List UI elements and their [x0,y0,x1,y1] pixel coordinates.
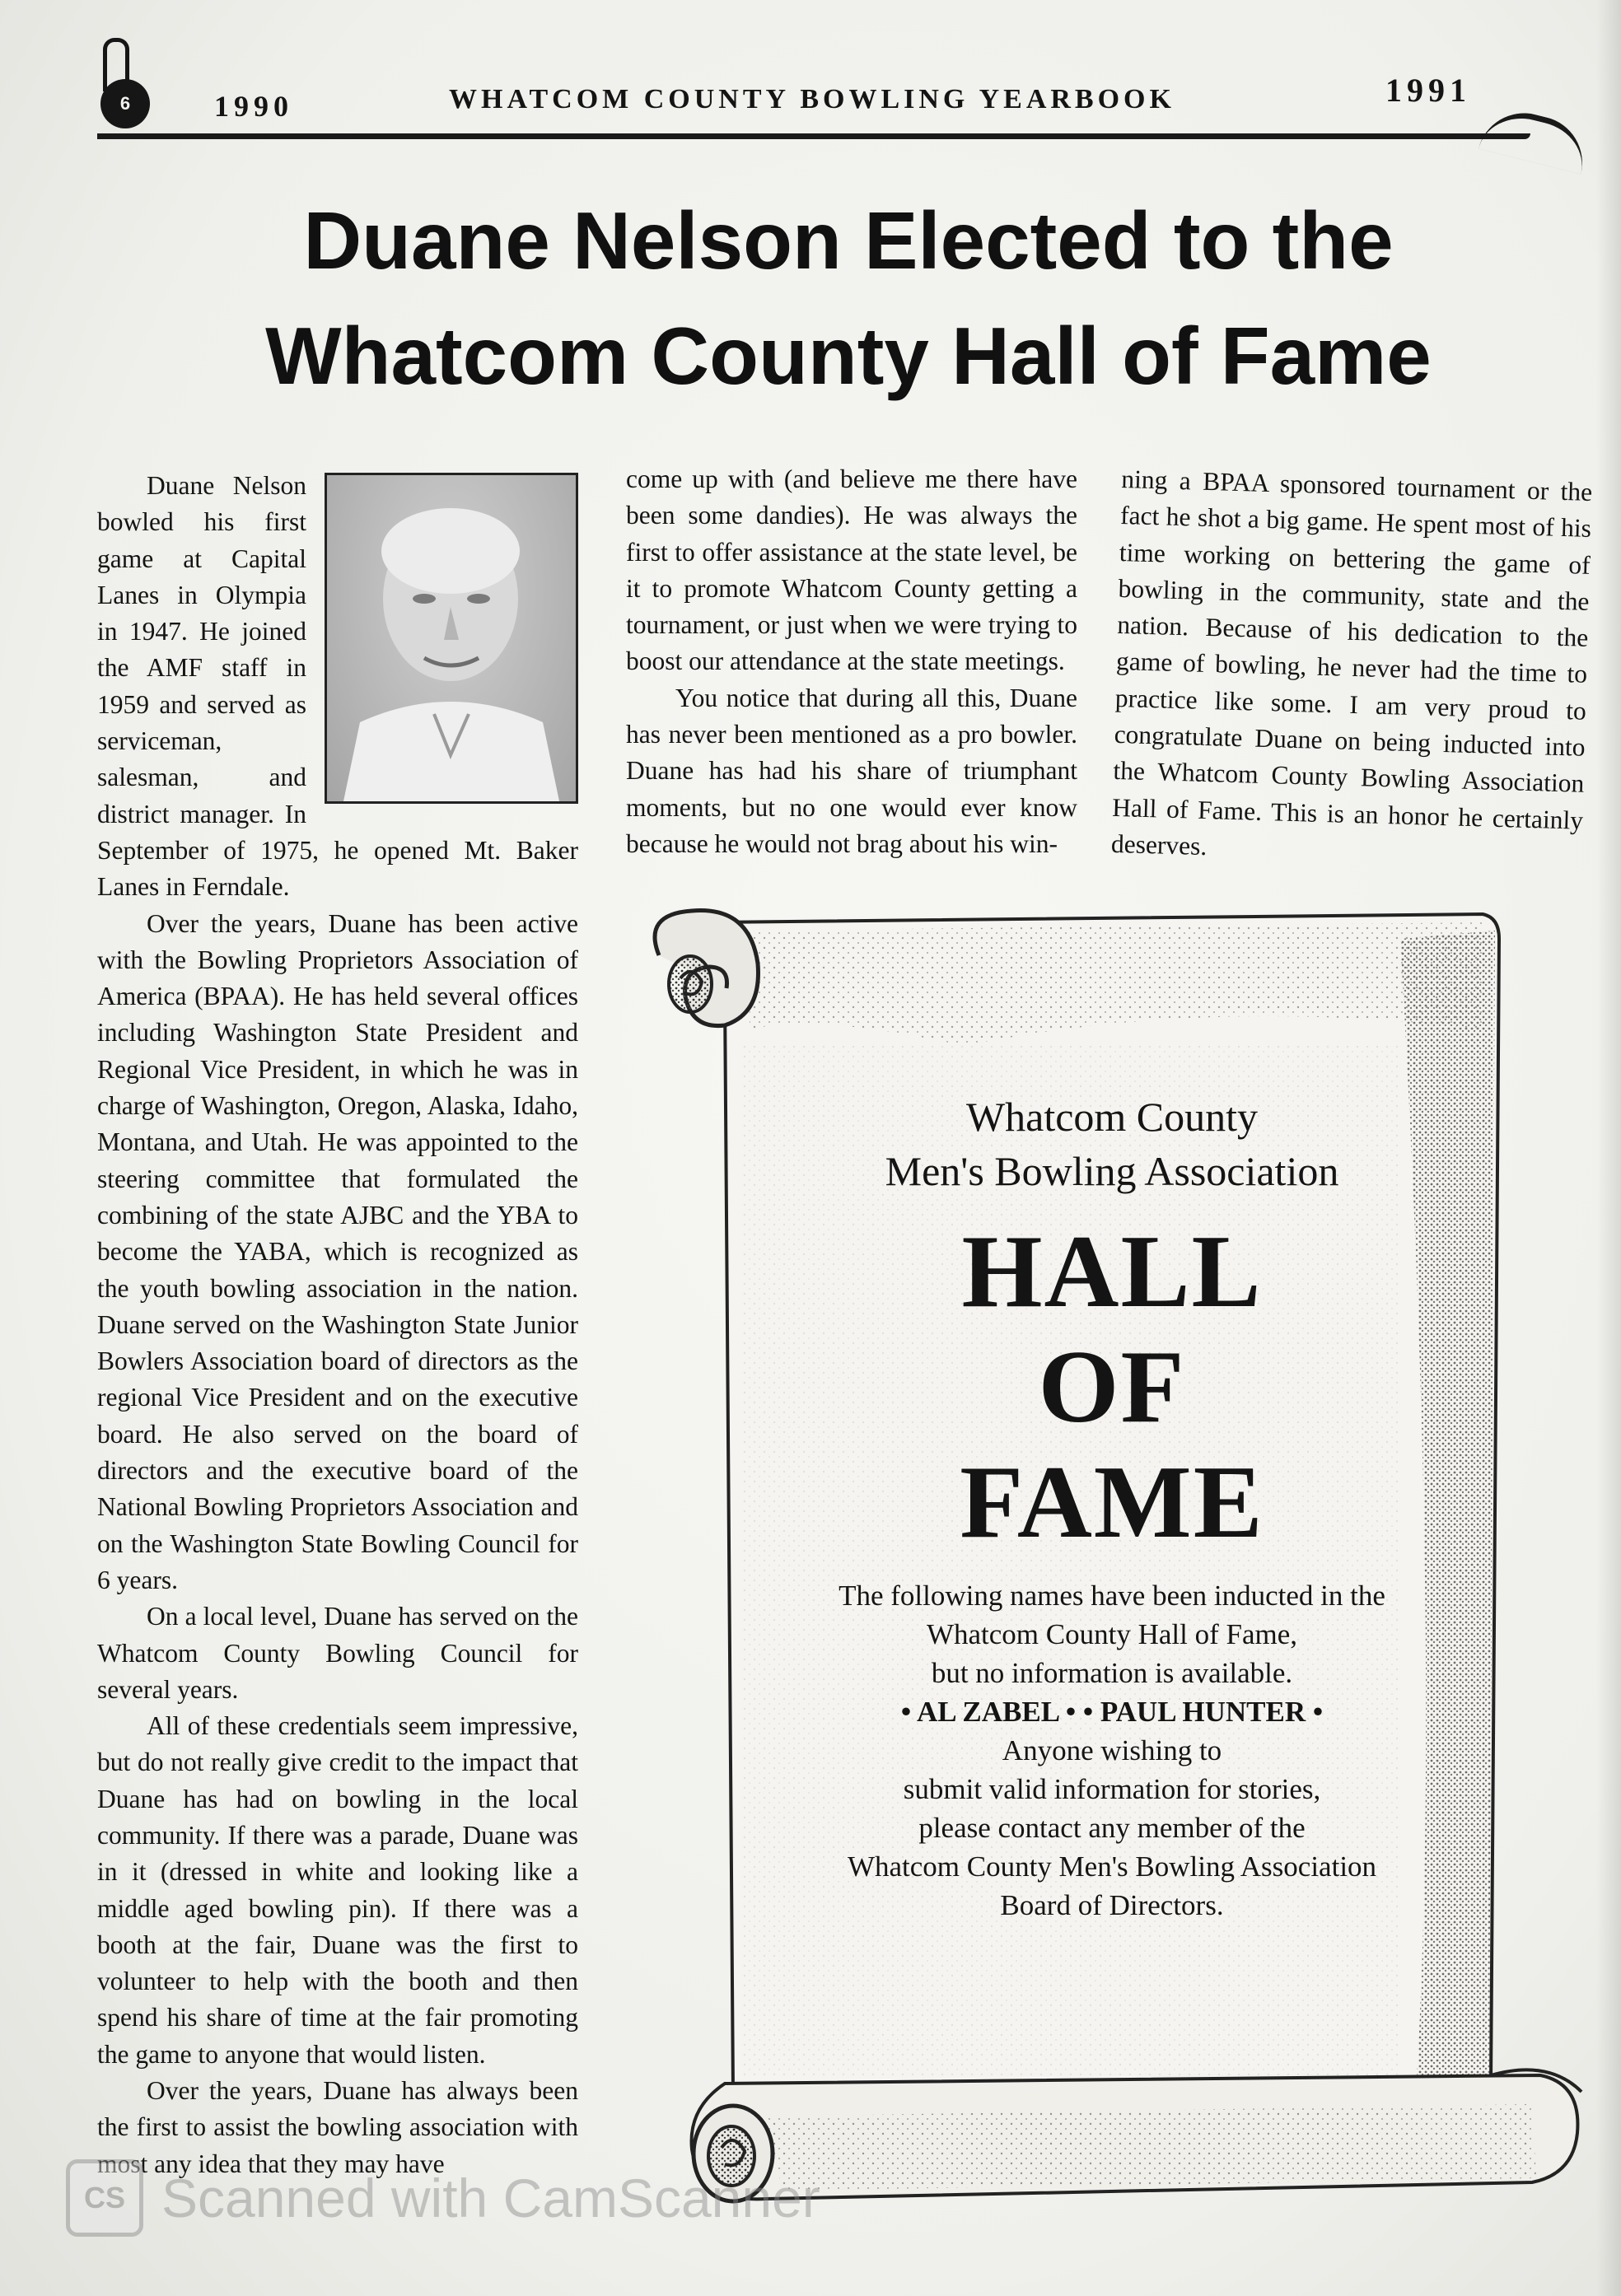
scroll-inducted-line-3: but no information is available. [931,1657,1293,1689]
scroll-fame-word: FAME [960,1445,1264,1560]
scroll-org-line-2: Men's Bowling Association [885,1148,1339,1194]
article-paragraph-1: Duane Nelson bowled his first game at Capital Lanes in Olympia in 1947. He joined the AMF staff in 1959 and served as serviceman, salesman, and district manager. In September of 1975, he opened Mt. Baker Lanes in Ferndale. [97,471,578,902]
article-paragraph-6: come up with (and believe me there have been some dandies). He was always the first to offer assistance at the state level, be it to promote Whatcom County getting a tournament, or just when we were trying to boost our attendance at the state meetings. [626,464,1077,676]
scroll-of-word: OF [1038,1330,1186,1444]
scroll-contact-line-4: Whatcom County Men's Bowling Association [847,1850,1377,1883]
scroll-org-line-1: Whatcom County [965,1094,1259,1140]
scroll-contact-line-5: Board of Directors. [1000,1889,1224,1921]
article-column-1 [97,468,578,2182]
article-paragraph-4: All of these credentials seem impressive, but do not really give credit to the impact that Duane has had on bowling in the local community. If there was a parade, Duane was in it (dressed in white and looking like a middle aged bowling pin). If there was a booth at the fair, Duane was the first to volunteer to help with the booth and then spend his share of time at the fair promoting the game to anyone that would listen. [97,1711,578,2069]
article-paragraph-7: You notice that during all this, Duane has never been mentioned as a pro bowler. Duane has had his share of triumphant moments, but no one would ever know because he would not brag about his win- [626,683,1077,858]
article-paragraph-8: ning a BPAA sponsored tournament or the fact he shot a big game. He spent most of his time working on bettering the game of bowling in the community, state and the nation. Because of his dedication to the game of bowling, he never had the time to practice like some. I am very proud to congratulate Duane on being inducted into the Whatcom County Bowling Association Hall of Fame. This is an honor he certainly deserves. [1110,464,1593,861]
article-paragraph-3: On a local level, Duane has served on the Whatcom County Bowling Council for several years. [97,1602,578,1704]
article-paragraph-5: Over the years, Duane has always been the first to assist the bowling association with most any idea that they may have [97,2076,578,2178]
hall-of-fame-scroll [634,906,1590,2207]
headline-line-2: Whatcom County Hall of Fame [265,310,1432,401]
camscanner-text: Scanned with CamScanner [161,2168,820,2228]
header-rule [97,133,1530,139]
scroll-inductee-names: • AL ZABEL • • PAUL HUNTER • [900,1696,1324,1728]
page-edge-shadow [1596,0,1621,2296]
headline-line-1: Duane Nelson Elected to the [303,195,1394,286]
camscanner-watermark [66,2159,820,2237]
scroll-contact-line-3: please contact any member of the [918,1812,1306,1844]
photo-frame [325,473,578,802]
camscanner-logo-icon: CS [66,2159,143,2237]
scroll-inducted-line-2: Whatcom County Hall of Fame, [926,1618,1298,1650]
scroll-contact-line-1: Anyone wishing to [1002,1734,1222,1766]
scroll-contact-line-2: submit valid information for stories, [903,1773,1321,1805]
article-paragraph-2: Over the years, Duane has been active with the Bowling Proprietors Association of America (BPAA). He has held several offices including Washington State President and Regional Vice President, in which he was in charge of Washington, Oregon, Alaska, Idaho, Montana, and Utah. He was appointed to the steering committee that formulated the combining of the state AJBC and the YBA to become the YABA, which is recognized as the youth bowling association in the nation. Duane served on the Washington State Junior Bowlers Association board of directors as the regional Vice President and on the executive board. He also served on the board of directors and the executive board of the National Bowling Proprietors Association and on the Washington State Bowling Council for 6 years. [97,908,578,1594]
headline [115,183,1581,413]
scroll-inducted-line-1: The following names have been inducted in the [839,1580,1385,1612]
header-year-left: 1990 [214,90,293,123]
portrait-photo [325,473,578,804]
article-column-2 [626,461,1077,862]
header-year-right: 1991 [1385,72,1471,109]
scroll-hall-word: HALL [961,1215,1263,1329]
header-title: WHATCOM COUNTY BOWLING YEARBOOK [449,84,1175,114]
page-number-badge: 6 [100,79,150,128]
article-column-3 [1110,461,1592,875]
